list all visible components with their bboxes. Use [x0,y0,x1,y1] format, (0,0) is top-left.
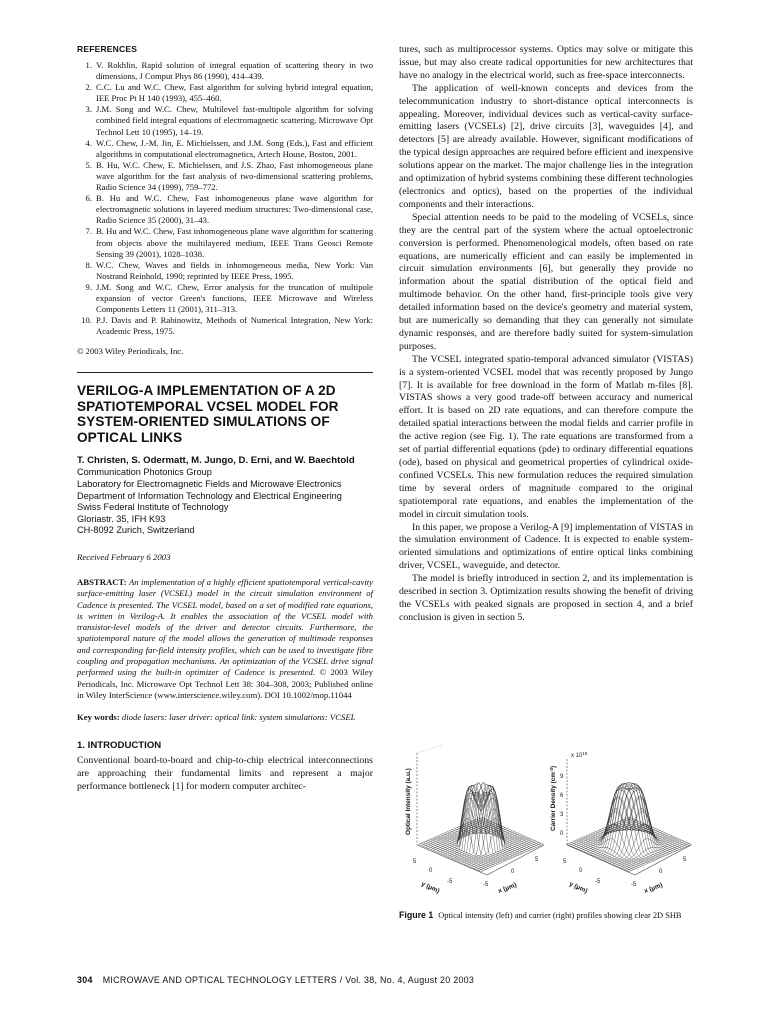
intro-paragraph: Conventional board-to-board and chip-to-chip electrical interconnections are approaching their fundamental limits and represent a major performance bottleneck [1] for modern computer architec- [77,755,373,793]
affiliation-line: Department of Information Technology and Electrical Engineering [77,490,342,501]
body-paragraph: The VCSEL integrated spatio-temporal advanced simulator (VISTAS) is a system-oriented VCSEL model that was recently proposed by Jungo [7]. It is available for free download in the form of Matlab m-files [8]. VISTAS shows a very good trade-off between accuracy and numerical effort. It is based on 2D rate equations, and can therefore compute the detailed spatial interactions between the modal fields and carrier profile in the active region (see Fig. 1). The rate equations are transformed from a set of partial differential equations (pde) to ordinary differential equations (ode), based on physical and geometrical properties of cylindrical oxide-confined VCSELs. This new formulation reduces the required simulation time by several orders of magnitude compared to the original spatiotemporal rate equations, and enables the implementation of the model in circuit simulation tools. [399,353,693,520]
figure-1 [399,745,699,910]
reference-text: C.C. Lu and W.C. Chew, Fast algorithm for solving hybrid integral equation, IEE Proc Pt H 140 (1993), 455–460. [96,82,373,104]
z-tick-label: 3 [560,812,564,818]
reference-number: 3. [85,104,92,115]
keywords-text: diode lasers: laser driver: optical link: system simulations: VCSEL [121,712,356,723]
surface-mesh-line [421,843,483,870]
tick-label: 0 [579,868,583,874]
reference-item [77,60,373,82]
figure-caption-text: Optical intensity (left) and carrier (right) profiles showing clear 2D SHB [438,911,682,920]
reference-item [77,82,373,104]
surface-mesh-line [622,841,684,868]
abstract-label: ABSTRACT: [77,576,127,587]
body-paragraph: The application of well-known concepts and devices from the telecommunication industry to short-distance optical interconnects is appealing. Moreover, individual devices such as vertical-cavity surface-emitting lasers (VCSELs) [2], drive circuits [3], waveguides [4], and detectors [5] are already available. However, significant modifications of the typical design approaches are required before efficient and inexpensive solutions appear on the market. The major challenge lies in the integration and optimization of hybrid systems combining these different technologies (electronics and optics), based on the properties of the individual components and their interactions. [399,82,693,210]
tick-label: 0 [429,868,433,874]
surface-mesh-line [571,842,633,869]
left-z-axis-label: Optical Intensity (a.u.) [405,768,412,835]
reference-text: B. Hu, W.C. Chew, E. Michielssen, and J.S. Zhao, Fast inhomogeneous plane wave algorithm for the fast analysis of two-dimensional scattering problems, Radio Science 34 (1999), 759–772. [96,159,373,193]
abstract-text: An implementation of a highly efficient spatiotemporal vertical-cavity surface-emitting laser (VCSEL) model in the circuit simulation environment of Cadence is presented. The VCSEL model, based on a set of modified rate equations, is written in Verilog-A. It enables the association of the VCSEL model with transistor-level models of the driver and detector circuits. Furthermore, the spatiotemporal nature of the model allows the generation of multimode responses and corresponding far-field intensity profiles, which can be used to investigate fibre coupling and propagation mechanisms. An optimization of the VCSEL drive signal performed using the built-in optimizer of Cadence is presented. [77,576,373,678]
received-date: Received February 6 2003 [77,551,171,562]
reference-text: W.C. Chew, J.-M. Jin, E. Michielssen, and J.M. Song (Eds.), Fast and efficient algorithms in computational electromagnetics, Artech House, Boston, 2001. [96,137,373,159]
reference-text: V. Rokhlin, Rapid solution of integral equation of scattering theory in two dimensions, J Comput Phys 86 (1990), 414–439. [96,60,373,82]
reference-item [77,138,373,160]
keywords-label: Key words: [77,712,120,723]
reference-text: B. Hu and W.C. Chew, Fast inhomogeneous plane wave algorithm for electromagnetic solutions in layered medium structures: Two-dimensional case, Radio Science 35 (2000), 31–43. [96,193,373,226]
tick-label: 5 [535,857,539,863]
affiliation-line: CH-8092 Zurich, Switzerland [77,525,195,536]
references-list [77,60,373,337]
reference-number: 7. [85,226,92,237]
tick-label: -5 [595,879,601,885]
right-scale-factor: x $10^{18}$ [571,750,588,759]
surface-mesh-line [615,838,677,865]
surface-mesh-line [467,838,529,865]
tick-label: -5 [447,879,453,885]
tick-label: 5 [413,859,417,865]
surface-mesh-line [581,823,643,850]
article-authors: T. Christen, S. Odermatt, M. Jungo, D. Erni, and W. Baechtold [77,455,355,467]
left-column [77,44,373,794]
tick-label: 0 [659,869,663,875]
reference-item [77,282,373,315]
reference-text: J.M. Song and W.C. Chew, Error analysis for the truncation of multipole expansion of vector Green's functions, IEEE Microwave and Wireless Components Letters 11 (2001), 311–313. [96,281,373,315]
body-paragraph: Special attention needs to be paid to the modeling of VCSELs, since they are the central part of the system where the actual optoelectronic conversion is performed. Phenomenological models, often based on rate equations, are numerically efficient and can easily be implemented in circuit simulation environments [6], but generally they provide no information about the spatial distribution of the optical field and multimode behavior. On the other hand, first-principle tools give very detailed information based on the device's geometry and material system, but are numerically so demanding that they can generally not simulate dynamic responses, and are therefore badly suited for system-simulation purposes. [399,211,693,352]
figure-surface-plots [399,745,699,910]
keywords [77,712,373,723]
tick-label: -5 [631,882,637,888]
surface-mesh-line [588,797,650,863]
z-tick-label: 0 [560,831,564,837]
affiliation-line: Laboratory for Electromagnetic Fields and Microwave Electronics [77,478,342,489]
journal-citation: MICROWAVE AND OPTICAL TECHNOLOGY LETTERS / Vol. 38, No. 4, August 20 2003 [102,975,475,985]
surface-mesh-line [607,797,669,863]
right-z-axis-label: Carrier Density $(cm^{-3})$ [548,765,557,831]
left-y-axis-label: y (μm) [420,880,441,895]
reference-text: P.J. Davis and P. Rabinowitz, Methods of Numerical Integration, New York: Academic Press, 1975. [96,315,373,337]
reference-number: 9. [85,281,92,292]
right-y-axis-label: y (μm) [568,880,589,895]
body-paragraph: tures, such as multiprocessor systems. Optics may solve or mitigate this issue, but may also create radical opportunities for new architectures that have no analogy in the electrical world, such as free-space interconnects. [399,44,693,81]
reference-number: 4. [85,137,92,148]
reference-item [77,315,373,337]
reference-item [77,193,373,226]
surface-mesh-line [450,785,512,858]
surface-mesh-line [574,841,636,868]
reference-number: 6. [85,193,92,204]
left-x-axis-label: x (μm) [497,881,518,895]
surface-mesh-line [617,839,679,866]
abstract [77,577,373,701]
reference-item [77,160,373,193]
surface-mesh-line [419,844,481,871]
reference-text: B. Hu and W.C. Chew, Fast inhomogeneous plane wave algorithm for scattering from objects above the multilayered medium, IEEE Trans Geosci Remote Sensing 39 (2001), 1028–1038. [96,226,373,259]
body-paragraph: In this paper, we propose a Verilog-A [9] implementation of VISTAS in the simulation environment of Cadence. It is expected to enable system-oriented simulations and optimizations of entire optical links combining driver, VCSEL, waveguide, and detector. [399,521,693,572]
surface-mesh-line [581,838,643,865]
surface-mesh-line [615,823,677,850]
z-tick-label: 9 [560,774,564,780]
reference-item [77,104,373,137]
reference-item [77,226,373,259]
reference-text: W.C. Chew, Waves and fields in inhomogeneous media, New York: Van Nostrand Reinhold, 1990; reprinted by IEEE Press, 1995. [96,259,373,281]
tick-label: 5 [563,859,567,865]
article-divider [77,372,373,373]
reference-number: 8. [85,259,92,270]
optical-intensity-surface [419,782,544,871]
affiliation-line: Communication Photonics Group [77,467,212,478]
reference-number: 5. [85,159,92,170]
affiliation-line: Swiss Federal Institute of Technology [77,502,229,513]
optical-intensity-plot [405,745,544,895]
carrier-density-plot [549,751,692,895]
right-column [399,44,693,625]
surface-mesh-line [423,842,485,869]
figure-caption [399,910,699,922]
surface-mesh-line [579,839,641,866]
surface-mesh-line [476,842,538,869]
reference-number: 1. [85,60,92,70]
author-affiliation [77,467,373,537]
abstract-citation: © 2003 Wiley Periodicals, Inc. Microwave Opt Technol Lett 38: 304–308, 2003; Published online in Wiley InterScience (www.interscience.wiley.com). DOI 10.1002/mop.11044 [77,667,373,700]
tick-label: 5 [683,857,687,863]
reference-text: J.M. Song and W.C. Chew, Multilevel fast-multipole algorithm for solving combined field integral equations of electromagnetic scattering, Microwave Opt Technol Lett 10 (1995), 14–19. [96,104,373,137]
surface-mesh-line [433,838,495,865]
page-number: 304 [77,975,93,985]
surface-mesh-line [479,843,541,870]
surface-mesh-line [624,842,686,869]
article-title: VERILOG-A IMPLEMENTATION OF A 2D SPATIOTEMPORAL VCSEL MODEL FOR SYSTEM-ORIENTED SIMULATIONS OF OPTICAL LINKS [77,383,339,445]
right-x-axis-label: x (μm) [643,881,664,895]
affiliation-line: Gloriastr. 35, IFH K93 [77,513,166,524]
figure-caption-label: Figure 1 [399,910,434,920]
z-tick-label: 6 [560,793,564,799]
tick-label: -5 [483,882,489,888]
body-paragraph: The model is briefly introduced in section 2, and its implementation is described in section 3. Optimization results showing the benefit of driving the VCSELs with peaked signals are proposed in section 4, and a brief conclusion is given in section 5. [399,573,693,623]
reference-item [77,260,373,282]
reference-number: 10. [81,315,92,326]
reference-number: 2. [85,82,92,93]
carrier-density-surface [567,783,692,872]
references-heading: REFERENCES [77,44,138,54]
references-copyright: © 2003 Wiley Periodicals, Inc. [77,346,184,357]
page-footer [77,975,697,985]
section-heading: 1. INTRODUCTION [77,740,162,752]
tick-label: 0 [511,869,515,875]
surface-mesh-line [450,785,512,858]
